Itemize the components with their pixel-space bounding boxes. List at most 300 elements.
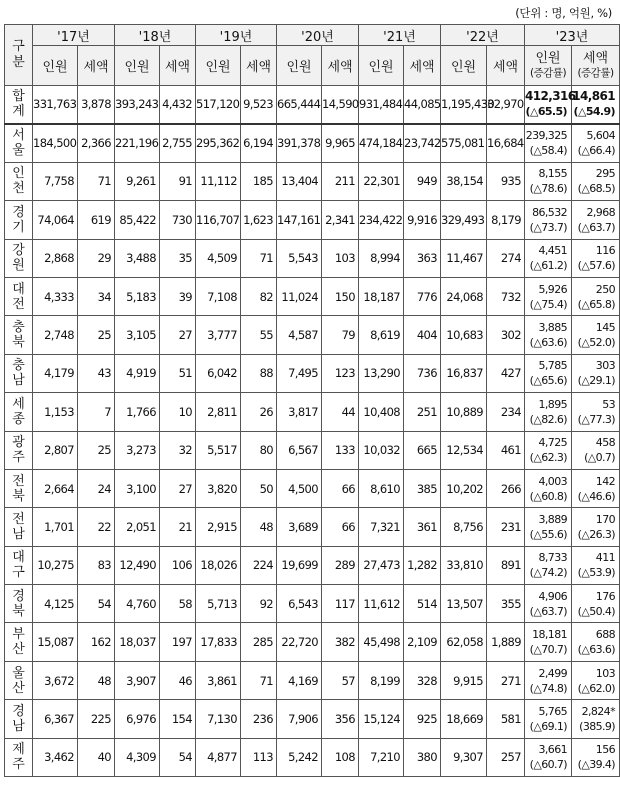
change-rate: (△78.6)	[529, 182, 567, 196]
value: 412,316	[525, 89, 576, 104]
cell-tax: 32	[160, 431, 196, 469]
cell-persons: 184,500	[33, 124, 78, 162]
cell-persons: 6,543	[277, 585, 322, 623]
cell-tax: 355	[487, 585, 525, 623]
region-name: 서 울	[12, 128, 25, 159]
change-rate: (△60.7)	[529, 758, 567, 772]
cell-tax: 117	[322, 585, 359, 623]
region-label	[5, 201, 33, 239]
cell-tax-23	[572, 162, 620, 200]
cell-tax: 79	[322, 316, 359, 354]
cell-persons-23	[525, 162, 572, 200]
change-rate: (△74.8)	[529, 681, 567, 695]
cell-persons-23	[525, 393, 572, 431]
change-rate: (△53.9)	[577, 566, 615, 580]
region-name: 인 천	[12, 166, 25, 197]
region-label	[5, 86, 33, 124]
cell-persons: 7,321	[359, 508, 404, 546]
cell-tax-23	[572, 623, 620, 661]
cell-tax-23	[572, 239, 620, 277]
cell-tax: 123	[322, 354, 359, 392]
cell-tax: 2,755	[160, 124, 196, 162]
cell-tax-23	[572, 546, 620, 584]
value: 103	[595, 666, 615, 680]
cell-persons: 7,108	[196, 277, 241, 315]
cell-persons: 15,124	[359, 700, 404, 738]
col-tax: 세액	[487, 46, 525, 86]
cell-persons: 4,587	[277, 316, 322, 354]
region-label	[5, 431, 33, 469]
change-rate-label: (증감률)	[529, 67, 567, 79]
value: 5,765	[538, 704, 567, 718]
cell-tax: 43	[78, 354, 115, 392]
region-label	[5, 661, 33, 699]
cell-persons-23	[525, 661, 572, 699]
cell-persons: 85,422	[115, 201, 160, 239]
cell-tax-23	[572, 316, 620, 354]
cell-tax: 48	[78, 661, 115, 699]
cell-persons-23	[525, 86, 576, 124]
cell-tax-23	[572, 508, 620, 546]
cell-persons: 11,024	[277, 277, 322, 315]
cell-tax: 50	[241, 469, 277, 507]
cell-persons: 3,861	[196, 661, 241, 699]
change-rate: (△69.1)	[529, 719, 567, 733]
value: 295	[595, 167, 615, 181]
cell-tax-23	[572, 738, 620, 776]
cell-tax: 6,194	[241, 124, 277, 162]
cell-persons: 7,495	[277, 354, 322, 392]
cell-tax: 25	[78, 431, 115, 469]
cell-tax: 46	[160, 661, 196, 699]
region-label	[5, 585, 33, 623]
region-label	[5, 508, 33, 546]
change-rate: (△82.6)	[529, 412, 567, 426]
col-persons: 인원	[359, 46, 404, 86]
region-name: 제 주	[12, 742, 25, 773]
cell-persons: 10,032	[359, 431, 404, 469]
change-rate: (△39.4)	[577, 758, 615, 772]
cell-tax: 66	[322, 508, 359, 546]
region-label	[5, 239, 33, 277]
header-corner	[5, 25, 33, 86]
cell-persons-23	[525, 700, 572, 738]
value: 53	[602, 397, 615, 411]
table-row	[5, 508, 620, 546]
value: 170	[595, 512, 615, 526]
cell-persons: 391,378	[277, 124, 322, 162]
table-row	[5, 201, 620, 239]
cell-persons: 474,184	[359, 124, 404, 162]
cell-persons: 6,976	[115, 700, 160, 738]
cell-tax: 71	[241, 239, 277, 277]
region-name: 충 남	[12, 358, 25, 389]
cell-persons: 10,275	[33, 546, 78, 584]
region-name: 경 남	[12, 703, 25, 734]
cell-persons: 13,507	[441, 585, 487, 623]
value: 4,003	[538, 474, 567, 488]
cell-tax-23	[572, 354, 620, 392]
cell-tax: 54	[160, 738, 196, 776]
cell-tax: 54	[78, 585, 115, 623]
table-row	[5, 431, 620, 469]
cell-persons: 15,087	[33, 623, 78, 661]
cell-persons: 3,100	[115, 469, 160, 507]
region-label	[5, 277, 33, 315]
cell-persons: 8,756	[441, 508, 487, 546]
cell-tax: 34	[78, 277, 115, 315]
cell-tax: 9,965	[322, 124, 359, 162]
cell-persons-23	[525, 201, 572, 239]
value: 250	[595, 282, 615, 296]
table-row	[5, 469, 620, 507]
cell-tax: 92	[241, 585, 277, 623]
cell-tax-23	[572, 469, 620, 507]
value: 2,824*	[581, 704, 615, 718]
value: 303	[595, 359, 615, 373]
year-header: '21년	[359, 25, 441, 46]
cell-persons: 5,517	[196, 431, 241, 469]
cell-persons: 6,567	[277, 431, 322, 469]
cell-persons: 4,169	[277, 661, 322, 699]
cell-persons: 5,713	[196, 585, 241, 623]
region-name: 부 산	[12, 627, 25, 658]
cell-tax: 271	[487, 661, 525, 699]
change-rate: (△75.4)	[529, 297, 567, 311]
change-rate: (△65.8)	[577, 297, 615, 311]
change-rate: (△60.8)	[529, 489, 567, 503]
cell-persons: 3,817	[277, 393, 322, 431]
change-rate: (△68.5)	[577, 182, 615, 196]
cell-persons: 10,683	[441, 316, 487, 354]
cell-tax: 224	[241, 546, 277, 584]
cell-tax: 44	[322, 393, 359, 431]
cell-persons: 3,488	[115, 239, 160, 277]
cell-tax: 1,282	[404, 546, 441, 584]
cell-persons: 147,161	[277, 201, 322, 239]
tax-table	[4, 24, 620, 777]
cell-persons: 234,422	[359, 201, 404, 239]
value: 688	[595, 628, 615, 642]
cell-tax: 2,366	[78, 124, 115, 162]
col-persons-23	[525, 46, 572, 86]
cell-persons: 38,154	[441, 162, 487, 200]
cell-persons: 3,105	[115, 316, 160, 354]
value: 8,733	[538, 551, 567, 565]
cell-persons: 7,130	[196, 700, 241, 738]
change-rate: (△0.7)	[584, 451, 615, 465]
col-tax: 세액	[322, 46, 359, 86]
cell-persons: 4,179	[33, 354, 78, 392]
change-rate: (△65.6)	[529, 374, 567, 388]
cell-persons: 1,701	[33, 508, 78, 546]
cell-tax: 22	[78, 508, 115, 546]
cell-persons: 12,490	[115, 546, 160, 584]
cell-tax-23	[572, 393, 620, 431]
cell-tax: 3,878	[78, 86, 115, 124]
change-rate: (△65.5)	[525, 105, 567, 119]
region-label	[5, 469, 33, 507]
value: 4,451	[538, 244, 567, 258]
table-row	[5, 277, 620, 315]
cell-tax: 27	[160, 316, 196, 354]
cell-tax-23	[572, 431, 620, 469]
table-row	[5, 239, 620, 277]
region-label	[5, 623, 33, 661]
cell-tax: 21	[160, 508, 196, 546]
region-label	[5, 393, 33, 431]
cell-persons: 11,112	[196, 162, 241, 200]
cell-tax: 88	[241, 354, 277, 392]
value: 5,926	[538, 282, 567, 296]
cell-tax: 225	[78, 700, 115, 738]
cell-tax: 7	[78, 393, 115, 431]
cell-tax: 16,684	[487, 124, 525, 162]
cell-persons: 16,837	[441, 354, 487, 392]
cell-tax: 58	[160, 585, 196, 623]
cell-tax: 211	[322, 162, 359, 200]
year-header: '20년	[277, 25, 359, 46]
cell-tax: 25	[78, 316, 115, 354]
cell-persons: 33,810	[441, 546, 487, 584]
cell-persons: 11,612	[359, 585, 404, 623]
cell-tax: 113	[241, 738, 277, 776]
cell-tax-23	[572, 86, 620, 124]
value: 4,906	[538, 589, 567, 603]
cell-tax: 9,523	[241, 86, 277, 124]
cell-persons: 18,669	[441, 700, 487, 738]
change-rate: (△63.7)	[577, 220, 615, 234]
year-header: '17년	[33, 25, 115, 46]
cell-tax: 10	[160, 393, 196, 431]
cell-persons-23	[525, 508, 572, 546]
cell-tax: 257	[487, 738, 525, 776]
cell-persons: 931,484	[359, 86, 404, 124]
cell-tax: 40	[78, 738, 115, 776]
table-row	[5, 354, 620, 392]
col-persons: 인원	[196, 46, 241, 86]
change-rate: (△73.7)	[529, 220, 567, 234]
cell-tax: 234	[487, 393, 525, 431]
cell-persons: 329,493	[441, 201, 487, 239]
cell-persons: 45,498	[359, 623, 404, 661]
cell-persons: 10,408	[359, 393, 404, 431]
cell-persons: 5,543	[277, 239, 322, 277]
cell-persons: 9,915	[441, 661, 487, 699]
cell-tax: 1,889	[487, 623, 525, 661]
cell-persons-23	[525, 585, 572, 623]
change-rate: (△26.3)	[577, 527, 615, 541]
cell-persons: 8,994	[359, 239, 404, 277]
cell-persons: 18,037	[115, 623, 160, 661]
region-name: 대 구	[12, 550, 25, 581]
region-name: 광 주	[12, 435, 25, 466]
value: 411	[595, 551, 615, 565]
cell-tax: 949	[404, 162, 441, 200]
value: 156	[595, 743, 615, 757]
cell-persons: 2,807	[33, 431, 78, 469]
cell-persons-23	[525, 239, 572, 277]
cell-persons: 9,307	[441, 738, 487, 776]
cell-tax: 14,590	[322, 86, 359, 124]
region-name: 합 계	[12, 89, 25, 120]
cell-tax: 2,109	[404, 623, 441, 661]
cell-persons: 3,777	[196, 316, 241, 354]
cell-persons: 4,500	[277, 469, 322, 507]
col-tax-23-label: 세액	[582, 51, 609, 66]
change-rate: (△77.3)	[577, 412, 615, 426]
cell-tax: 91	[160, 162, 196, 200]
cell-tax: 776	[404, 277, 441, 315]
cell-persons-23	[525, 469, 572, 507]
cell-persons: 116,707	[196, 201, 241, 239]
cell-persons: 10,889	[441, 393, 487, 431]
region-name: 세 종	[12, 396, 25, 427]
cell-tax: 665	[404, 431, 441, 469]
cell-tax-23	[572, 277, 620, 315]
cell-persons: 3,462	[33, 738, 78, 776]
cell-persons: 7,906	[277, 700, 322, 738]
cell-tax: 302	[487, 316, 525, 354]
cell-tax: 356	[322, 700, 359, 738]
table-row	[5, 623, 620, 661]
cell-tax: 251	[404, 393, 441, 431]
cell-tax: 380	[404, 738, 441, 776]
cell-persons: 4,877	[196, 738, 241, 776]
cell-persons-23	[525, 546, 572, 584]
region-label	[5, 354, 33, 392]
cell-persons: 22,720	[277, 623, 322, 661]
change-rate: (△74.2)	[529, 566, 567, 580]
region-label	[5, 162, 33, 200]
cell-tax: 55	[241, 316, 277, 354]
region-name: 전 남	[12, 511, 25, 542]
change-rate-label: (증감률)	[577, 67, 614, 79]
cell-tax: 32,970	[487, 86, 525, 124]
cell-persons: 10,202	[441, 469, 487, 507]
cell-tax: 35	[160, 239, 196, 277]
cell-persons-23	[525, 316, 572, 354]
cell-persons: 4,309	[115, 738, 160, 776]
table-row	[5, 738, 620, 776]
change-rate: (△46.6)	[577, 489, 615, 503]
col-tax: 세액	[160, 46, 196, 86]
value: 8,155	[538, 167, 567, 181]
table-row	[5, 546, 620, 584]
cell-persons: 3,273	[115, 431, 160, 469]
cell-tax: 44,085	[404, 86, 441, 124]
cell-tax: 57	[322, 661, 359, 699]
cell-persons: 11,467	[441, 239, 487, 277]
cell-persons: 2,748	[33, 316, 78, 354]
cell-tax-23	[572, 124, 620, 162]
cell-tax: 66	[322, 469, 359, 507]
cell-persons: 295,362	[196, 124, 241, 162]
cell-persons: 18,187	[359, 277, 404, 315]
cell-persons: 4,125	[33, 585, 78, 623]
col-tax: 세액	[404, 46, 441, 86]
cell-persons: 5,242	[277, 738, 322, 776]
cell-persons: 2,868	[33, 239, 78, 277]
value: 116	[595, 244, 615, 258]
region-label	[5, 700, 33, 738]
cell-tax: 162	[78, 623, 115, 661]
cell-tax: 461	[487, 431, 525, 469]
change-rate: (△63.7)	[529, 604, 567, 618]
cell-persons-23	[525, 623, 572, 661]
cell-persons: 4,509	[196, 239, 241, 277]
cell-tax: 83	[78, 546, 115, 584]
cell-persons: 2,915	[196, 508, 241, 546]
cell-persons-23	[525, 124, 572, 162]
cell-persons-23	[525, 354, 572, 392]
cell-persons: 13,404	[277, 162, 322, 200]
col-persons: 인원	[441, 46, 487, 86]
year-header: '19년	[196, 25, 277, 46]
change-rate: (△70.7)	[529, 643, 567, 657]
cell-persons: 6,042	[196, 354, 241, 392]
change-rate: (△57.6)	[577, 259, 615, 273]
change-rate: (△50.4)	[577, 604, 615, 618]
value: 14,861	[572, 89, 615, 104]
change-rate: (△55.6)	[529, 527, 567, 541]
cell-tax: 48	[241, 508, 277, 546]
change-rate: (△63.6)	[577, 643, 615, 657]
header-corner-label: 구 분	[12, 39, 25, 70]
cell-tax: 133	[322, 431, 359, 469]
region-name: 대 전	[12, 281, 25, 312]
cell-persons: 8,619	[359, 316, 404, 354]
cell-tax: 71	[241, 661, 277, 699]
cell-persons: 3,907	[115, 661, 160, 699]
cell-persons: 221,196	[115, 124, 160, 162]
cell-tax: 274	[487, 239, 525, 277]
cell-tax: 581	[487, 700, 525, 738]
cell-tax: 514	[404, 585, 441, 623]
cell-persons: 2,051	[115, 508, 160, 546]
cell-tax: 80	[241, 431, 277, 469]
region-name: 경 북	[12, 588, 25, 619]
table-row-total	[5, 86, 620, 124]
table-row	[5, 393, 620, 431]
cell-persons: 62,058	[441, 623, 487, 661]
cell-tax: 82	[241, 277, 277, 315]
value: 145	[595, 321, 615, 335]
value: 1,895	[538, 397, 567, 411]
cell-tax: 2,341	[322, 201, 359, 239]
cell-tax: 925	[404, 700, 441, 738]
col-persons-23-label: 인원	[535, 51, 561, 66]
cell-tax: 736	[404, 354, 441, 392]
cell-tax: 266	[487, 469, 525, 507]
cell-tax: 103	[322, 239, 359, 277]
cell-persons: 17,833	[196, 623, 241, 661]
value: 2,499	[538, 666, 567, 680]
cell-tax: 29	[78, 239, 115, 277]
cell-persons: 331,763	[33, 86, 78, 124]
cell-persons: 2,811	[196, 393, 241, 431]
col-persons: 인원	[33, 46, 78, 86]
region-name: 전 북	[12, 473, 25, 504]
cell-persons: 2,664	[33, 469, 78, 507]
cell-tax: 26	[241, 393, 277, 431]
cell-tax: 935	[487, 162, 525, 200]
cell-persons: 9,261	[115, 162, 160, 200]
cell-tax: 39	[160, 277, 196, 315]
value: 4,725	[538, 436, 567, 450]
cell-persons: 393,243	[115, 86, 160, 124]
cell-persons: 1,153	[33, 393, 78, 431]
